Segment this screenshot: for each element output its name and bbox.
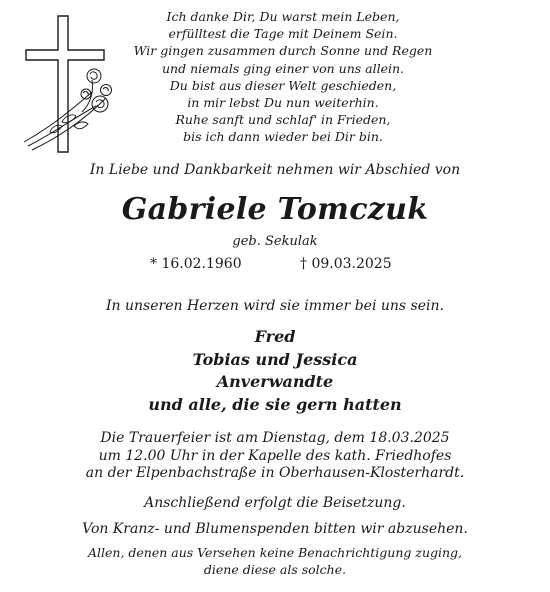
notice-line: Allen, denen aus Versehen keine Benachrichtigung zuging, (87, 545, 463, 560)
cross-with-roses-icon (22, 14, 132, 164)
funeral-service-info (0, 430, 550, 483)
mourner: Anverwandte (216, 372, 334, 391)
mourner: Tobias und Jessica (192, 349, 358, 369)
deceased-name: Gabriele Tomczuk (121, 192, 429, 227)
mourners-list (0, 326, 550, 416)
poem-line: bis ich dann wieder bei Dir bin. (183, 129, 383, 145)
service-line: Die Trauerfeier ist am Dienstag, dem 18.03.2025 (100, 430, 450, 446)
birth-name: geb. Sekulak (232, 234, 318, 249)
birth-date: * 16.02.1960 (150, 256, 242, 272)
death-date: † 09.03.2025 (300, 256, 392, 272)
farewell-intro: In Liebe und Dankbarkeit nehmen wir Abschied von (89, 162, 461, 178)
notification-note (0, 545, 550, 578)
poem-line: Ich danke Dir, Du warst mein Leben, (166, 9, 400, 24)
poem-line: Wir gingen zusammen durch Sonne und Regen (133, 43, 433, 59)
life-dates (0, 256, 550, 276)
poem-line: Du bist aus dieser Welt geschieden, (169, 77, 397, 93)
flowers-note: Von Kranz- und Blumenspenden bitten wir abzusehen. (82, 521, 468, 537)
service-line: an der Elpenbachstraße in Oberhausen-Klosterhardt. (85, 465, 465, 481)
poem-line: Ruhe sanft und schlaf' in Frieden, (175, 112, 391, 128)
poem (118, 8, 448, 146)
notice-line: diene diese als solche. (203, 561, 347, 577)
mourner: und alle, die sie gern hatten (148, 394, 402, 414)
service-line: um 12.00 Uhr in der Kapelle des kath. Friedhofes (98, 447, 452, 464)
poem-line: und niemals ging einer von uns allein. (162, 60, 404, 76)
remembrance-line: In unseren Herzen wird sie immer bei uns sein. (106, 298, 444, 314)
poem-line: in mir lebst Du nun weiterhin. (187, 95, 379, 111)
poem-line: erfülltest die Tage mit Deinem Sein. (168, 26, 398, 42)
mourner: Fred (254, 327, 296, 346)
burial-note: Anschließend erfolgt die Beisetzung. (144, 495, 406, 511)
